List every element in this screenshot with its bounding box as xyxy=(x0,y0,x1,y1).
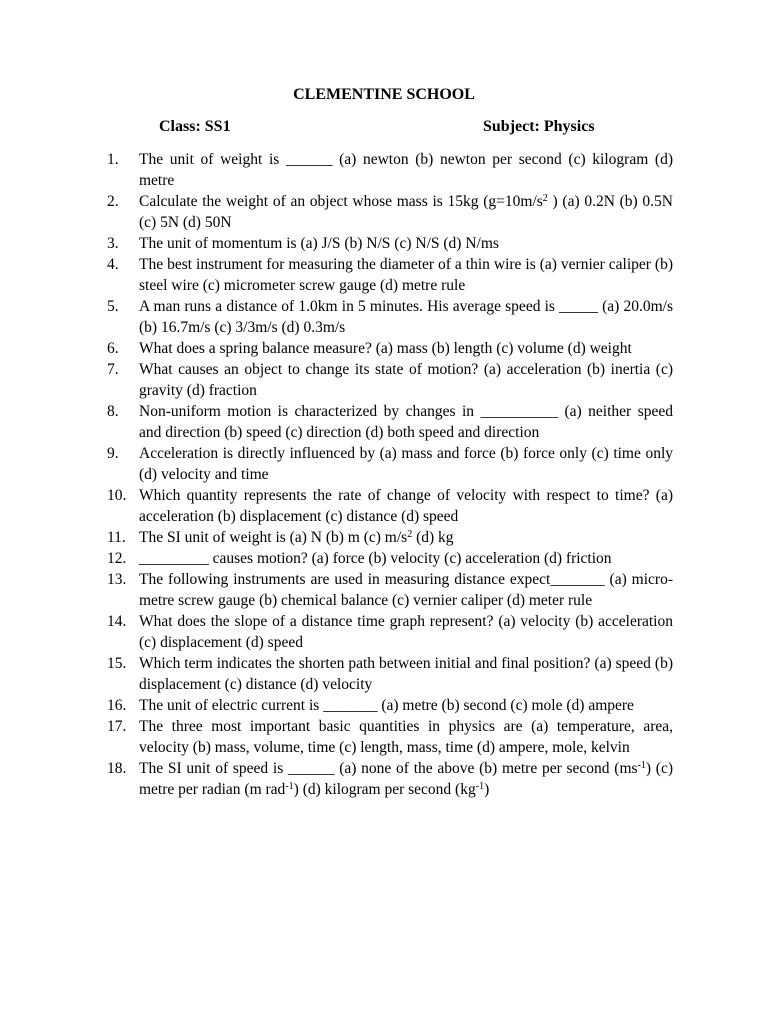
question-number: 3. xyxy=(107,235,119,252)
question-item xyxy=(107,254,673,296)
question-text: Which term indicates the shorten path between initial and final position? (a) speed (b) displacement (c) distance (d) velocity xyxy=(139,655,673,693)
question-text: What causes an object to change its state of motion? (a) acceleration (b) inertia (c) gravity (d) fraction xyxy=(139,361,673,399)
superscript: -1 xyxy=(475,781,485,792)
superscript: -1 xyxy=(285,781,294,792)
question-number: 4. xyxy=(107,256,119,273)
text-part: ) (a) 0.2N (b) 0.5N (c) 5N (d) 50N xyxy=(139,193,673,231)
question-item xyxy=(107,611,673,653)
question-text: The following instruments are used in measuring distance expect_______ (a) micro-metre screw gauge (b) chemical balance (c) vernier caliper (d) meter rule xyxy=(139,571,673,609)
question-item xyxy=(107,359,673,401)
text-part: The SI unit of weight is (a) N (b) m (c) m/s xyxy=(139,529,408,546)
question-text: The best instrument for measuring the diameter of a thin wire is (a) vernier caliper (b) steel wire (c) micrometer screw gauge (d) metre rule xyxy=(139,256,673,294)
question-text xyxy=(139,191,673,233)
question-number: 16. xyxy=(107,697,127,714)
question-number: 9. xyxy=(107,445,119,462)
text-part: ) (d) kilogram per second (kg xyxy=(293,781,476,798)
question-number: 6. xyxy=(107,340,119,357)
text-part: ) xyxy=(484,781,490,798)
question-list xyxy=(107,149,673,800)
question-text xyxy=(139,527,673,548)
question-item xyxy=(107,233,673,254)
question-number: 15. xyxy=(107,655,127,672)
question-number: 14. xyxy=(107,613,127,630)
question-text: Which quantity represents the rate of change of velocity with respect to time? (a) acceleration (b) displacement (c) distance (d) speed xyxy=(139,487,673,525)
question-text: A man runs a distance of 1.0km in 5 minutes. His average speed is _____ (a) 20.0m/s (b) 16.7m/s (c) 3/3m/s (d) 0.3m/s xyxy=(139,298,673,336)
school-title: CLEMENTINE SCHOOL xyxy=(293,86,475,103)
question-text: The unit of weight is ______ (a) newton (b) newton per second (c) kilogram (d) metre xyxy=(139,151,673,189)
question-text: The three most important basic quantities in physics are (a) temperature, area, velocity (b) mass, volume, time (c) length, mass, time (d) ampere, mole, kelvin xyxy=(139,718,673,756)
question-item xyxy=(107,653,673,695)
question-item xyxy=(107,296,673,338)
question-item xyxy=(107,443,673,485)
question-text: Non-uniform motion is characterized by changes in __________ (a) neither speed and direction (b) speed (c) direction (d) both speed and direction xyxy=(139,403,673,441)
superscript: -1 xyxy=(637,760,646,771)
text-part: (d) kg xyxy=(412,529,454,546)
question-item xyxy=(107,149,673,191)
question-item xyxy=(107,191,673,233)
question-text: What does a spring balance measure? (a) mass (b) length (c) volume (d) weight xyxy=(139,340,632,357)
question-number: 7. xyxy=(107,361,119,378)
question-item xyxy=(107,695,673,716)
question-item xyxy=(107,338,673,359)
text-part: Calculate the weight of an object whose mass is 15kg (g=10m/s xyxy=(139,193,543,210)
subject-label: Subject: Physics xyxy=(483,118,595,135)
question-text xyxy=(139,758,673,800)
question-number: 18. xyxy=(107,760,127,777)
text-part: ) (c) metre per radian (m rad xyxy=(139,760,673,798)
question-item xyxy=(107,548,673,569)
question-text: What does the slope of a distance time graph represent? (a) velocity (b) acceleration (c) displacement (d) speed xyxy=(139,613,673,651)
question-text: The unit of electric current is _______ (a) metre (b) second (c) mole (d) ampere xyxy=(139,697,634,714)
question-number: 10. xyxy=(107,487,127,504)
question-number: 2. xyxy=(107,193,119,210)
question-number: 11. xyxy=(107,529,126,546)
question-number: 13. xyxy=(107,571,127,588)
question-item xyxy=(107,716,673,758)
superscript: 2 xyxy=(542,193,548,204)
question-number: 12. xyxy=(107,550,127,567)
question-number: 5. xyxy=(107,298,119,315)
question-item xyxy=(107,401,673,443)
text-part: The SI unit of speed is ______ (a) none of the above (b) metre per second (ms xyxy=(139,760,638,777)
question-item xyxy=(107,527,673,548)
question-text: Acceleration is directly influenced by (a) mass and force (b) force only (c) time only (d) velocity and time xyxy=(139,445,673,483)
question-text: _________ causes motion? (a) force (b) velocity (c) acceleration (d) friction xyxy=(139,550,612,567)
question-text: The unit of momentum is (a) J/S (b) N/S (c) N/S (d) N/ms xyxy=(139,235,499,252)
question-item xyxy=(107,485,673,527)
question-number: 17. xyxy=(107,718,127,735)
question-number: 1. xyxy=(107,151,119,168)
class-label: Class: SS1 xyxy=(159,118,231,135)
question-item xyxy=(107,569,673,611)
question-item xyxy=(107,758,673,800)
question-number: 8. xyxy=(107,403,119,420)
superscript: 2 xyxy=(407,529,413,540)
